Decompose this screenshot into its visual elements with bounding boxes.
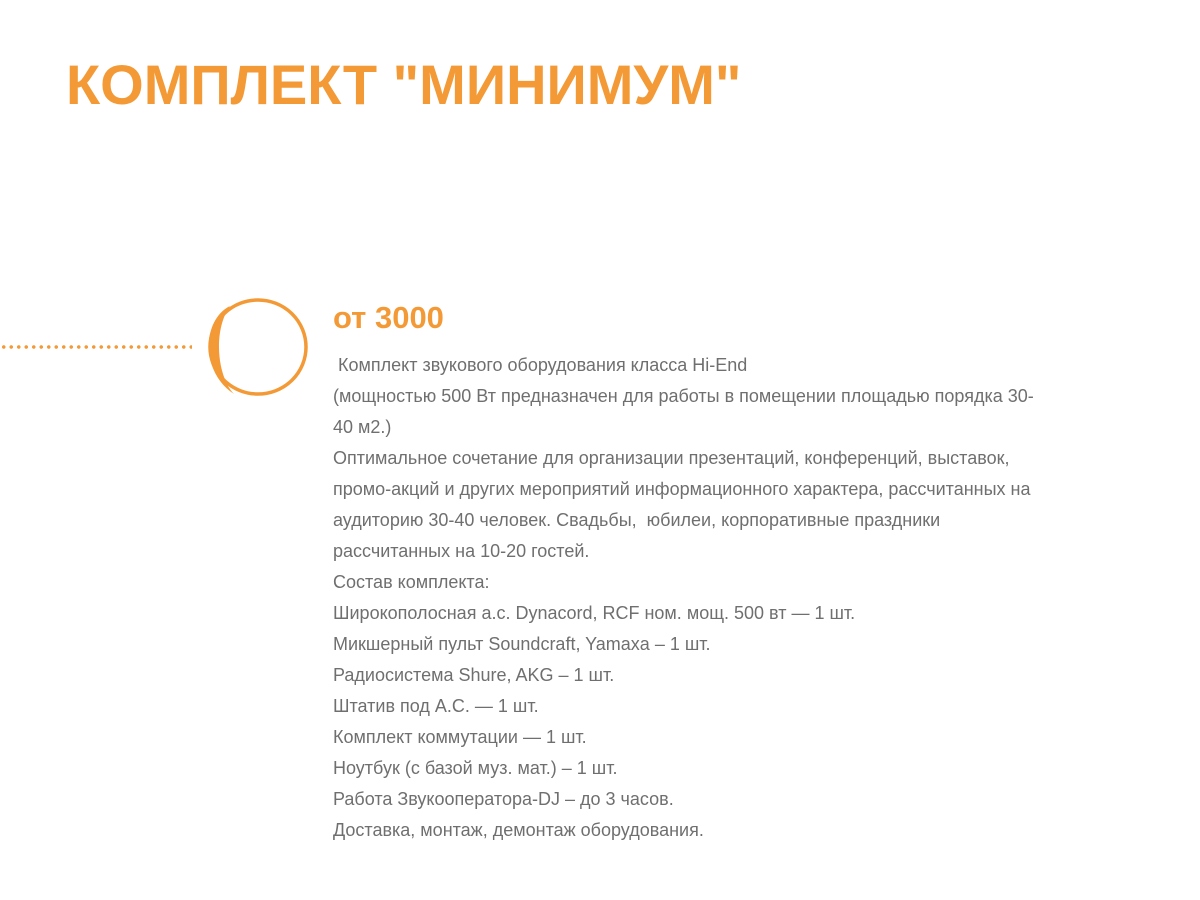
page-title: КОМПЛЕКТ "МИНИМУМ": [66, 53, 742, 116]
kit-contents-heading: Состав комплекта:: [333, 572, 490, 592]
kit-item: Радиосистема Shure, AKG – 1 шт.: [333, 665, 615, 685]
description: [333, 350, 1123, 846]
description-line: рассчитанных на 10-20 гостей.: [333, 541, 590, 561]
kit-item: Работа Звукооператора-DJ – до 3 часов.: [333, 789, 674, 809]
kit-item: Ноутбук (с базой муз. мат.) – 1 шт.: [333, 758, 618, 778]
price-label: от 3000: [333, 300, 444, 335]
description-line: аудиторию 30-40 человек. Свадьбы, юбилеи, корпоративные праздники: [333, 510, 941, 530]
kit-item: Широкополосная а.с. Dynacord, RCF ном. мощ. 500 вт — 1 шт.: [333, 603, 856, 623]
orange-ring-icon: [198, 292, 314, 404]
description-line: 40 м2.): [333, 417, 392, 437]
kit-item: Микшерный пульт Soundcraft, Yamaxa – 1 шт.: [333, 634, 711, 654]
description-line: (мощностью 500 Вт предназначен для работы в помещении площадью порядка 30-: [333, 386, 1034, 406]
kit-item: Доставка, монтаж, демонтаж оборудования.: [333, 820, 704, 840]
description-line: промо-акций и других мероприятий информационного характера, рассчитанных на: [333, 479, 1031, 499]
dotted-line-decoration: [0, 344, 192, 350]
description-line: Оптимальное сочетание для организации презентаций, конференций, выставок,: [333, 448, 1010, 468]
description-line: Комплект звукового оборудования класса Hi-End: [333, 355, 748, 375]
kit-item: Комплект коммутации — 1 шт.: [333, 727, 587, 747]
kit-item: Штатив под А.С. — 1 шт.: [333, 696, 539, 716]
